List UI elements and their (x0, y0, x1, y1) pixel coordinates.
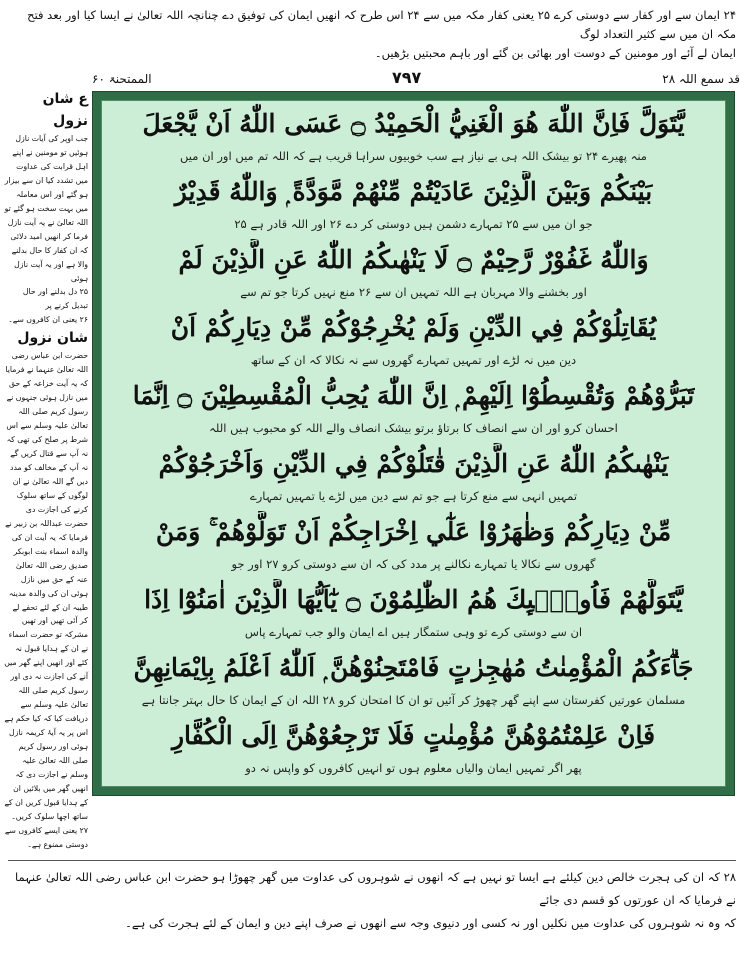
verse-translation-line: جو ان میں سے ۲۵ تمہارے دشمن ہیں دوستی کر دے ۲۶ اور اللہ قادر ہے ۲۵ (234, 217, 593, 231)
juz-name: قد سمع اللہ ۲۸ (662, 72, 740, 86)
verse-arabic-line: يَّتَوَلَّهُمْ فَاُولٰۗىِٕكَ هُمُ الظّٰلِمُوْنَ ۝ يٰٓاَيُّهَا الَّذِيْنَ اٰمَنُوْٓا اِذَا (144, 585, 683, 614)
top-note-line: ۲۴ ایمان سے اور کفار سے دوستی کرے ۲۵ یعنی کفار مکہ میں سے ۲۴ اس طرح کہ انھیں ایمان کی توفیق دے چنانچہ اللہ تعالیٰ نے ایسا کیا اور بعد فتح مکہ ان میں سے کثیر التعداد لوگ (27, 8, 736, 41)
verse-translation-line: گھروں سے نکالا یا تمہارے نکالنے پر مدد کی کہ ان سے دوستی کرو ۲۷ اور جو (231, 557, 596, 571)
top-note-line: ایمان لے آئے اور مومنین کے دوست اور بھائی بن گئے اور باہم محبتیں بڑھیں۔ (374, 46, 736, 60)
verse-translation-line: منہ پھیرے ۲۴ تو بیشک اللہ ہی بے نیاز ہے سب خوبیوں سراہا قریب ہے کہ اللہ تم میں اور ان میں (180, 149, 647, 163)
footer-note-line: کہ وہ نہ شوہروں کی عداوت میں نکلیں اور نہ کسی اور دنیوی وجہ سے انھوں نے صرف اپنے دین و ایمان کے لئے ہجرت کی ہے۔ (125, 916, 736, 930)
verse-arabic-line: مِّنْ دِيَارِكُمْ وَظٰهَرُوْا عَلٰٓي اِخْرَاجِكُمْ اَنْ تَوَلَّوْهُمْ ۚ وَمَنْ (155, 517, 672, 546)
side-paragraph: ۲۷ یعنی ایسے کافروں سے دوستی ممنوع ہے۔ (4, 825, 88, 849)
verse-arabic-line: يَنْهٰىكُمُ اللّٰهُ عَنِ الَّذِيْنَ قٰتَلُوْكُمْ فِي الدِّيْنِ وَاَخْرَجُوْكُمْ (158, 449, 669, 478)
verse-translation-line: تمہیں انہی سے منع کرتا ہے جو تم سے دین میں لڑے یا تمہیں تمہارے (249, 489, 578, 503)
verse-translation-line: پھر اگر تمہیں ایمان والیاں معلوم ہوں تو انہیں کافروں کو واپس نہ دو (245, 761, 582, 775)
footer-note-line: ۲۸ کہ ان کی ہجرت خالص دین کیلئے ہے ایسا تو نہیں ہے کہ انھوں نے شوہروں کی عداوت میں گھر چھوڑا ہو حضرت ابن عباس رضی اللہ تعالیٰ عنہما نے فرمایا کہ ان عورتوں کو قسم دی جائے (15, 870, 736, 907)
side-paragraph: ۲۶ یعنی ان کافروں سے۔ (8, 315, 88, 325)
side-commentary (4, 88, 88, 852)
verse-arabic-line: فَاِنْ عَلِمْتُمُوْهُنَّ مُؤْمِنٰتٍ فَلَا تَرْجِعُوْهُنَّ اِلَى الْكُفَّارِ (171, 721, 656, 750)
side-paragraph: جب اوپر کی آیات نازل ہوئیں تو مومنین نے اپنے اہل قرابت کی عداوت میں تشدد کیا ان سے بیزار ہو گئے اور اس معاملہ میں بہت سخت ہو گئے تو اللہ تعالیٰ نے یہ آیت نازل فرما کر انھیں امید دلائی کہ ان کفار کا حال بدلنے والا ہے اور یہ آیت نازل ہوئی (4, 134, 88, 283)
top-commentary-note (8, 6, 736, 63)
side-heading: ع شان نزول (42, 91, 88, 129)
side-paragraph: ۲۵ دل بدلنے اور حال تبدیل کرنے پر (22, 287, 88, 311)
verse-arabic-line: تَبَرُّوْهُمْ وَتُقْسِطُوْٓا اِلَيْهِمْ ۭ اِنَّ اللّٰهَ يُحِبُّ الْمُقْسِطِيْنَ ۝ اِنَّمَا (132, 381, 695, 410)
verse-arabic-line: يَّتَوَلَّ فَاِنَّ اللّٰهَ هُوَ الْغَنِيُّ الْحَمِيْدُ ۝ عَسَى اللّٰهُ اَنْ يَّجْعَلَ (142, 109, 685, 138)
verse-panel-inner (101, 100, 726, 787)
verse-translation-line: مسلمان عورتیں کفرستان سے اپنے گھر چھوڑ کر آئیں تو ان کا امتحان کرو ۲۸ اللہ ان کے ایمان کا حال بہتر جانتا ہے (141, 693, 686, 707)
verse-translation-line: اور بخشنے والا مہربان ہے اللہ تمہیں ان سے ۲۶ منع نہیں کرتا جو تم سے (240, 285, 587, 299)
side-heading: شان نزول (17, 330, 88, 347)
verse-translation-line: احسان کرو اور ان سے انصاف کا برتاؤ برتو بیشک انصاف والے اللہ کو محبوب ہیں اللہ (209, 421, 618, 435)
page-header (92, 68, 740, 90)
footer-commentary-note (8, 866, 736, 935)
surah-name: الممتحنۃ ۶۰ (92, 72, 152, 86)
side-paragraph: حضرت ابن عباس رضی اللہ تعالیٰ عنہما نے فرمایا کہ یہ آیت خزاعہ کے حق میں نازل ہوئی جنہوں نے رسول کریم صلی اللہ تعالیٰ علیہ وسلم سے اس شرط پر صلح کی تھی کہ نہ آپ سے قتال کریں گے نہ آپ کے مخالف کو مدد دیں گے اللہ تعالیٰ نے ان لوگوں کے ساتھ سلوک کرنے کی اجازت دی حضرت عبداللہ بن زبیر نے فرمایا کہ یہ آیت ان کی والدہ اسماء بنت ابوبکر صدیق رضی اللہ تعالیٰ عنہ کے حق میں نازل ہوئی ان کی والدہ مدینہ طیبہ ان کے لئے تحفے لے کر آئی تھیں اور تھیں مشرکہ تو حضرت اسماء نے ان کے ہدایا قبول نہ کئے اور انھیں اپنے گھر میں آنے کی اجازت نہ دی اور رسول کریم صلی اللہ تعالیٰ علیہ وسلم سے دریافت کیا کہ کیا حکم ہے اس پر یہ آیۂ کریمہ نازل ہوئی اور رسول کریم صلی اللہ تعالیٰ علیہ وسلم نے اجازت دی کہ انھیں گھر میں بلائیں ان کے ہدایا قبول کریں ان کے ساتھ اچھا سلوک کریں۔ (4, 351, 88, 821)
verse-translation-line: دین میں نہ لڑے اور تمہیں تمہارے گھروں سے نہ نکالا کہ ان کے ساتھ (250, 353, 577, 367)
verse-arabic-line: بَيْنَكُمْ وَبَيْنَ الَّذِيْنَ عَادَيْتُمْ مِّنْهُمْ مَّوَدَّةً ۭ وَاللّٰهُ قَدِيْرٌ (174, 177, 653, 206)
verse-translation-line: ان سے دوستی کرے تو وہی ستمگار ہیں اے ایمان والو جب تمہارے پاس (244, 625, 583, 639)
footer-divider (8, 860, 736, 861)
verse-arabic-line: وَاللّٰهُ غَفُوْرٌ رَّحِيْمٌ ۝ لَا يَنْهٰىكُمُ اللّٰهُ عَنِ الَّذِيْنَ لَمْ (178, 245, 649, 274)
verse-arabic-line: يُقَاتِلُوْكُمْ فِي الدِّيْنِ وَلَمْ يُخْرِجُوْكُمْ مِّنْ دِيَارِكُمْ اَنْ (170, 313, 657, 342)
page-number: ۷۹۷ (392, 68, 422, 87)
verse-panel (92, 91, 735, 796)
verse-arabic-line: جَاۗءَكُمُ الْمُؤْمِنٰتُ مُهٰجِرٰتٍ فَامْتَحِنُوْهُنَّ ۭ اَللّٰهُ اَعْلَمُ بِاِيْمَانِهِنَّ (133, 653, 694, 682)
